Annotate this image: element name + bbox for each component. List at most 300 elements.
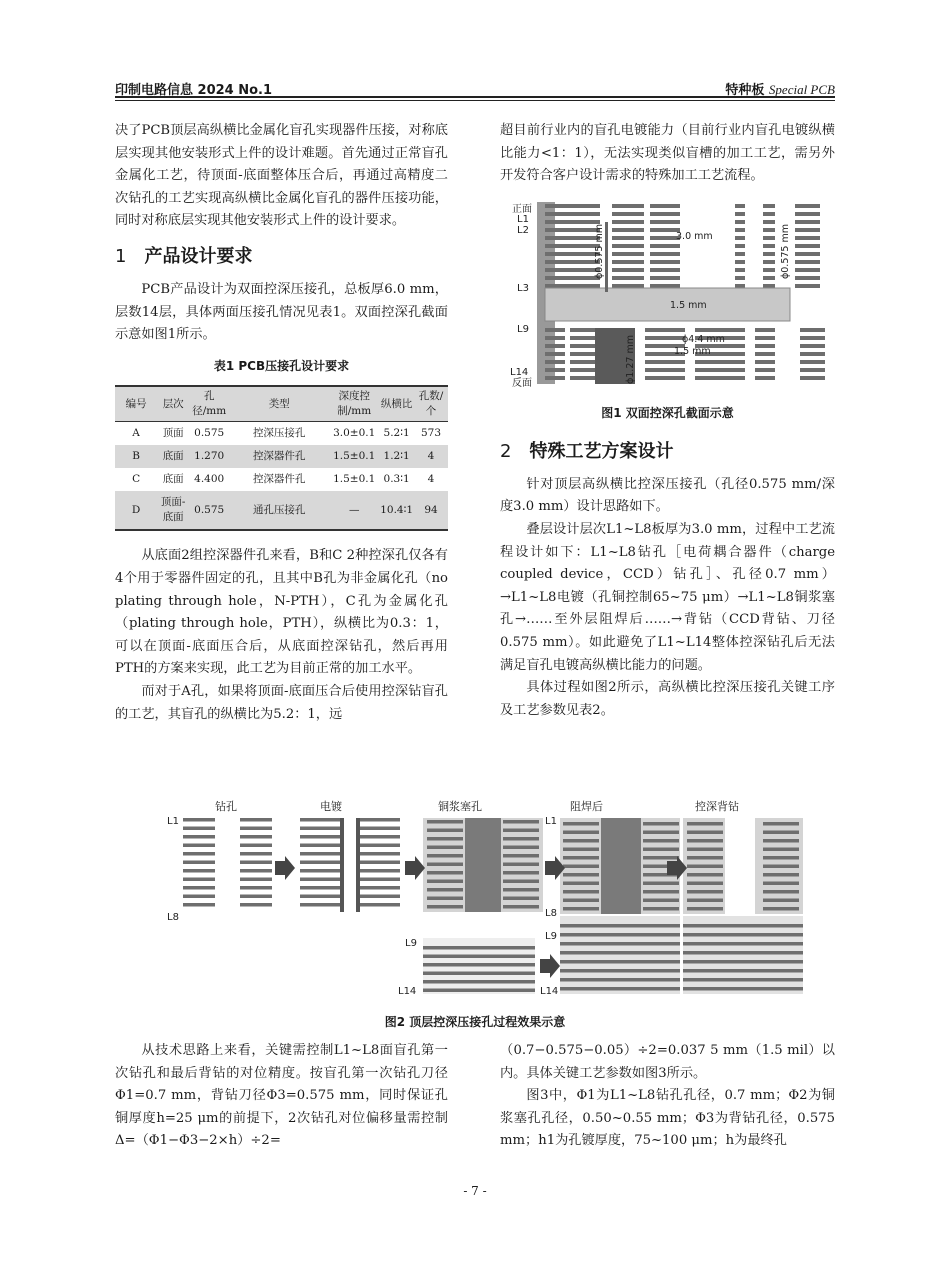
layer-line bbox=[503, 820, 539, 824]
layer-line bbox=[795, 268, 820, 272]
layer-line bbox=[612, 236, 644, 240]
layer-line bbox=[183, 903, 215, 907]
layer-line bbox=[183, 869, 215, 873]
layer-line bbox=[183, 878, 215, 882]
layer-line bbox=[545, 236, 600, 240]
layer-line bbox=[427, 880, 463, 884]
layer-line bbox=[695, 360, 745, 364]
layer-line bbox=[795, 284, 820, 288]
cell: 10.4∶1 bbox=[379, 491, 414, 530]
layer-line bbox=[240, 903, 272, 907]
label-l8: L8 bbox=[167, 912, 179, 923]
layer-line bbox=[683, 951, 803, 955]
layer-line bbox=[563, 839, 599, 843]
cell: 0.575 bbox=[189, 491, 229, 530]
layer-line bbox=[240, 861, 272, 865]
dim-bottom-hole: ϕ1.27 mm bbox=[625, 334, 636, 384]
cell: 控深压接孔 bbox=[252, 427, 306, 440]
paragraph: PCB产品设计为双面控深压接孔，总板厚6.0 mm，层数14层，具体两面压接孔情况见表1。双面控深孔截面示意如图1所示。 bbox=[115, 281, 448, 343]
dim-depth: 3.0 mm bbox=[676, 230, 713, 242]
layer-line bbox=[687, 882, 723, 886]
table-row bbox=[115, 422, 448, 446]
layer-line bbox=[240, 818, 272, 822]
layer-line bbox=[763, 865, 799, 869]
layer-line bbox=[427, 863, 463, 867]
layer-line bbox=[612, 252, 644, 256]
layer-line bbox=[795, 228, 820, 232]
layer-line bbox=[643, 882, 679, 886]
layer-line bbox=[563, 873, 599, 877]
section-2-heading bbox=[500, 440, 835, 464]
journal-title: 印制电路信息 2024 No.1 bbox=[115, 83, 273, 98]
layer-line bbox=[755, 376, 775, 380]
layer-line bbox=[545, 360, 565, 364]
layer-line bbox=[240, 835, 272, 839]
layer-line bbox=[423, 946, 535, 950]
design-table bbox=[115, 385, 448, 531]
label-l1-b: L1 bbox=[545, 816, 557, 827]
col-header: 编号 bbox=[115, 386, 157, 422]
layer-line bbox=[503, 837, 539, 841]
layer-line bbox=[240, 827, 272, 831]
layer-line bbox=[687, 848, 723, 852]
layer-line bbox=[360, 878, 400, 882]
layer-line bbox=[545, 276, 600, 280]
layer-line bbox=[687, 831, 723, 835]
layer-line bbox=[687, 890, 723, 894]
cell: 1.5±0.1 bbox=[329, 445, 379, 468]
label-l9: L9 bbox=[405, 938, 417, 949]
step-plating: 电镀 bbox=[320, 800, 342, 813]
layer-line bbox=[183, 852, 215, 856]
col-header: 层次 bbox=[157, 386, 189, 422]
cell: 1.2∶1 bbox=[379, 445, 414, 468]
layer-line bbox=[360, 895, 400, 899]
table-row bbox=[115, 468, 448, 491]
section-1-heading bbox=[115, 245, 448, 269]
layer-line bbox=[763, 831, 799, 835]
cell: 控深器件孔 bbox=[252, 473, 306, 486]
layer-line bbox=[503, 829, 539, 833]
layer-line bbox=[683, 960, 803, 964]
bottom-panel bbox=[560, 916, 680, 994]
layer-line bbox=[683, 978, 803, 982]
cell: 3.0±0.1 bbox=[333, 427, 376, 440]
layer-line bbox=[545, 228, 600, 232]
layer-line bbox=[427, 846, 463, 850]
layer-line bbox=[560, 951, 680, 955]
layer-line bbox=[687, 873, 723, 877]
dim-bottom-depth: 1.5 mm bbox=[674, 345, 711, 357]
layer-line bbox=[570, 352, 595, 356]
layer-line bbox=[763, 890, 799, 894]
layer-line bbox=[183, 818, 215, 822]
layer-line bbox=[612, 228, 644, 232]
layer-line bbox=[240, 878, 272, 882]
paragraph: 针对顶层高纵横比控深压接孔（孔径0.575 mm/深度3.0 mm）设计思路如下。 bbox=[500, 476, 835, 515]
layer-line bbox=[687, 899, 723, 903]
layer-line bbox=[683, 987, 803, 991]
cell: 顶面-底面 bbox=[157, 491, 189, 530]
layer-line bbox=[800, 352, 825, 356]
layer-line bbox=[795, 260, 820, 264]
layer-line bbox=[360, 886, 400, 890]
process-diagram bbox=[115, 798, 835, 1003]
layer-line bbox=[695, 328, 745, 332]
layer-line bbox=[503, 846, 539, 850]
layer-line bbox=[300, 878, 340, 882]
layer-line bbox=[645, 368, 685, 372]
layer-line bbox=[687, 839, 723, 843]
process-arrow bbox=[275, 856, 295, 880]
col-header: 孔径/mm bbox=[189, 386, 229, 422]
layer-line bbox=[563, 865, 599, 869]
label-l1: L1 bbox=[167, 816, 179, 827]
section-title: 产品设计要求 bbox=[144, 245, 253, 267]
layer-line bbox=[755, 328, 775, 332]
col-header: 孔数/个 bbox=[414, 386, 448, 422]
layer-line bbox=[763, 822, 799, 826]
layer-line bbox=[795, 236, 820, 240]
layer-line bbox=[570, 360, 595, 364]
layer-line bbox=[795, 252, 820, 256]
layer-line bbox=[560, 960, 680, 964]
left-column bbox=[115, 120, 448, 726]
layer-line bbox=[763, 882, 799, 886]
layer-line bbox=[427, 837, 463, 841]
layer-line bbox=[300, 886, 340, 890]
layer-line bbox=[503, 880, 539, 884]
layer-line bbox=[300, 827, 340, 831]
header-rule-thin bbox=[115, 100, 835, 101]
cell: 顶面 bbox=[162, 427, 184, 440]
paragraph: （0.7−0.575−0.05）÷2=0.037 5 mm（1.5 mil）以内。具体关键工艺参数如图3所示。 bbox=[500, 1043, 835, 1081]
copper-plug bbox=[465, 818, 501, 912]
layer-line bbox=[545, 252, 600, 256]
layer-line bbox=[240, 844, 272, 848]
layer-line bbox=[545, 244, 600, 248]
layer-line bbox=[563, 890, 599, 894]
cell: A bbox=[132, 427, 140, 440]
layer-line bbox=[423, 963, 535, 967]
col-header: 纵横比 bbox=[379, 386, 414, 422]
layer-line bbox=[503, 854, 539, 858]
layer-line bbox=[183, 895, 215, 899]
cell: 94 bbox=[414, 491, 448, 530]
layer-line bbox=[643, 848, 679, 852]
page-number: - 7 - bbox=[463, 1184, 487, 1198]
layer-line bbox=[683, 933, 803, 937]
layer-line bbox=[800, 344, 825, 348]
layer-line bbox=[300, 903, 340, 907]
layer-line bbox=[563, 848, 599, 852]
layer-line bbox=[560, 924, 680, 928]
layer-line bbox=[612, 220, 644, 224]
table-caption: 表1 PCB压接孔设计要求 bbox=[213, 358, 350, 373]
layer-line bbox=[183, 844, 215, 848]
layer-line bbox=[795, 220, 820, 224]
layer-line bbox=[300, 852, 340, 856]
layer-line bbox=[650, 244, 680, 248]
layer-line bbox=[423, 980, 535, 984]
layer-line bbox=[570, 376, 595, 380]
layer-line bbox=[360, 861, 400, 865]
section-cn: 特种板 bbox=[725, 83, 765, 98]
layer-line bbox=[800, 336, 825, 340]
layer-line bbox=[427, 820, 463, 824]
layer-line bbox=[240, 895, 272, 899]
label-l9: L9 bbox=[517, 323, 529, 335]
section-number: 2 bbox=[500, 440, 512, 462]
bottom-left-column bbox=[115, 1040, 448, 1153]
layer-line bbox=[545, 344, 565, 348]
table-header-row bbox=[115, 386, 448, 422]
layer-line bbox=[795, 276, 820, 280]
table-row bbox=[115, 445, 448, 468]
section-number: 1 bbox=[115, 245, 127, 267]
layer-line bbox=[503, 897, 539, 901]
layer-line bbox=[755, 336, 775, 340]
layer-line bbox=[503, 905, 539, 909]
layer-line bbox=[643, 890, 679, 894]
col-header: 类型 bbox=[229, 386, 329, 422]
layer-line bbox=[560, 942, 680, 946]
step-drill: 钻孔 bbox=[215, 800, 237, 813]
layer-line bbox=[570, 336, 595, 340]
layer-line bbox=[755, 368, 775, 372]
cell: 4.400 bbox=[194, 473, 225, 486]
label-l8-b: L8 bbox=[545, 908, 557, 919]
layer-line bbox=[612, 244, 644, 248]
layer-line bbox=[427, 888, 463, 892]
layer-line bbox=[300, 835, 340, 839]
figure-1 bbox=[500, 194, 835, 428]
layer-line bbox=[503, 871, 539, 875]
copper-plug bbox=[601, 818, 641, 914]
paragraph: 超目前行业内的盲孔电镀能力（目前行业内盲孔电镀纵横比能力<1：1），无法实现类似盲槽的加工工艺，需另外开发符合客户设计需求的特殊加工工艺流程。 bbox=[500, 123, 835, 184]
layer-line bbox=[545, 260, 600, 264]
layer-line bbox=[612, 212, 644, 216]
step-solder-mask: 阻焊后 bbox=[570, 800, 603, 813]
layer-line bbox=[645, 360, 685, 364]
layer-line bbox=[800, 360, 825, 364]
paragraph: 从技术思路上来看，关键需控制L1~L8面盲孔第一次钻孔和最后背钻的对位精度。按盲孔第一次钻孔刀径Φ1=0.7 mm，背钻刀径Φ3=0.575 mm，同时保证孔铜厚度h=25 μm的前提下，2次钻孔对位偏移量需控制Δ=（Φ1−Φ3−2×h）÷2= bbox=[115, 1043, 448, 1149]
dim-hole-top: ϕ0.575 mm bbox=[594, 223, 605, 279]
cell: 1.5±0.1 bbox=[333, 473, 376, 486]
layer-line bbox=[687, 856, 723, 860]
layer-line bbox=[683, 924, 803, 928]
layer-line bbox=[183, 835, 215, 839]
running-header bbox=[115, 75, 835, 97]
dim-large-hole: ϕ4.4 mm bbox=[682, 333, 725, 345]
figure-1-caption: 图1 双面控深孔截面示意 bbox=[601, 406, 734, 421]
layer-line bbox=[645, 376, 685, 380]
cell: 573 bbox=[420, 427, 442, 440]
cell: 0.575 bbox=[194, 427, 225, 440]
label-l1: L1 bbox=[517, 213, 529, 225]
layer-line bbox=[763, 856, 799, 860]
label-l2: L2 bbox=[517, 224, 529, 236]
layer-line bbox=[563, 882, 599, 886]
hole-gap bbox=[745, 204, 763, 288]
layer-line bbox=[645, 336, 685, 340]
cell: D bbox=[115, 491, 157, 530]
layer-line bbox=[612, 284, 644, 288]
layer-line bbox=[545, 336, 565, 340]
layer-line bbox=[755, 360, 775, 364]
layer-line bbox=[427, 829, 463, 833]
bottom-panel bbox=[683, 916, 803, 994]
figure-2 bbox=[115, 798, 835, 1030]
layer-line bbox=[423, 972, 535, 976]
bottom-right-column bbox=[500, 1040, 835, 1153]
layer-line bbox=[545, 204, 600, 208]
step-paste-plug: 铜浆塞孔 bbox=[438, 800, 482, 813]
layer-line bbox=[545, 220, 600, 224]
layer-line bbox=[427, 871, 463, 875]
label-top: 正面 bbox=[512, 203, 532, 215]
layer-line bbox=[612, 268, 644, 272]
layer-line bbox=[545, 368, 565, 372]
layer-line bbox=[683, 942, 803, 946]
layer-line bbox=[300, 844, 340, 848]
layer-line bbox=[695, 368, 745, 372]
col-header: 深度控制/mm bbox=[329, 386, 379, 422]
layer-line bbox=[650, 220, 680, 224]
section-title: 特殊工艺方案设计 bbox=[529, 440, 674, 462]
paragraph: 图3中，Φ1为L1~L8钻孔孔径，0.7 mm；Φ2为铜浆塞孔孔径，0.50~0.55 mm；Φ3为背钻孔径，0.575 mm；h1为孔镀厚度，75~100 μm；h为最终孔 bbox=[500, 1088, 835, 1149]
layer-line bbox=[643, 839, 679, 843]
process-arrow bbox=[540, 954, 560, 978]
layer-line bbox=[650, 268, 680, 272]
cell: B bbox=[115, 445, 157, 468]
table-row bbox=[115, 491, 448, 530]
drilled-hole bbox=[725, 818, 755, 918]
layer-line bbox=[563, 907, 599, 911]
cell: 4 bbox=[414, 445, 448, 468]
layer-line bbox=[545, 268, 600, 272]
plating-wall bbox=[340, 818, 344, 912]
layer-line bbox=[643, 907, 679, 911]
layer-line bbox=[650, 276, 680, 280]
layer-line bbox=[687, 865, 723, 869]
layer-line bbox=[650, 284, 680, 288]
layer-line bbox=[300, 869, 340, 873]
layer-line bbox=[240, 852, 272, 856]
layer-line bbox=[687, 822, 723, 826]
layer-line bbox=[560, 969, 680, 973]
cell: 控深器件孔 bbox=[229, 445, 329, 468]
layer-line bbox=[563, 899, 599, 903]
layer-line bbox=[643, 899, 679, 903]
dim-hole-right: ϕ0.575 mm bbox=[780, 223, 791, 279]
cell: 通孔压接孔 bbox=[229, 491, 329, 530]
label-bottom: 反面 bbox=[512, 377, 532, 389]
layer-line bbox=[563, 822, 599, 826]
layer-line bbox=[360, 903, 400, 907]
layer-line bbox=[560, 978, 680, 982]
layer-line bbox=[795, 244, 820, 248]
cell: 底面 bbox=[157, 445, 189, 468]
layer-line bbox=[545, 376, 565, 380]
label-l14-b: L14 bbox=[540, 986, 559, 997]
cell: 底面 bbox=[162, 473, 184, 486]
layer-line bbox=[240, 886, 272, 890]
label-l14: L14 bbox=[510, 366, 529, 378]
layer-line bbox=[360, 869, 400, 873]
cell: 4 bbox=[427, 473, 435, 486]
layer-line bbox=[695, 376, 745, 380]
dim-middle: 1.5 mm bbox=[670, 299, 707, 311]
layer-line bbox=[360, 818, 400, 822]
layer-line bbox=[650, 212, 680, 216]
label-l14: L14 bbox=[398, 986, 417, 997]
layer-line bbox=[763, 907, 799, 911]
layer-line bbox=[423, 989, 535, 993]
layer-line bbox=[570, 344, 595, 348]
layer-line bbox=[183, 886, 215, 890]
layer-line bbox=[800, 328, 825, 332]
layer-line bbox=[755, 352, 775, 356]
paragraph: 具体过程如图2所示，高纵横比控深压接孔关键工序及工艺参数见表2。 bbox=[500, 680, 835, 718]
layer-line bbox=[763, 848, 799, 852]
process-arrow bbox=[405, 856, 425, 880]
layer-line bbox=[650, 204, 680, 208]
layer-line bbox=[755, 344, 775, 348]
layer-line bbox=[300, 818, 340, 822]
layer-line bbox=[545, 284, 600, 288]
cell: 1.270 bbox=[189, 445, 229, 468]
step-back-drill: 控深背钻 bbox=[695, 800, 739, 813]
layer-line bbox=[570, 328, 595, 332]
cell: C bbox=[132, 473, 141, 486]
layer-line bbox=[183, 861, 215, 865]
layer-line bbox=[612, 204, 644, 208]
layer-line bbox=[503, 863, 539, 867]
header-rule-thick bbox=[115, 96, 835, 98]
layer-line bbox=[795, 204, 820, 208]
section-en: Special PCB bbox=[768, 82, 835, 97]
layer-line bbox=[643, 856, 679, 860]
right-column bbox=[500, 120, 835, 722]
layer-line bbox=[560, 933, 680, 937]
layer-line bbox=[763, 839, 799, 843]
layer-line bbox=[240, 869, 272, 873]
layer-line bbox=[427, 854, 463, 858]
cell: 5.2∶1 bbox=[383, 427, 410, 440]
layer-line bbox=[800, 368, 825, 372]
layer-line bbox=[360, 852, 400, 856]
cell: 0.3∶1 bbox=[383, 473, 410, 486]
layer-line bbox=[545, 212, 600, 216]
layer-line bbox=[643, 831, 679, 835]
layer-line bbox=[360, 827, 400, 831]
layer-line bbox=[360, 844, 400, 848]
layer-line bbox=[612, 276, 644, 280]
layer-line bbox=[423, 955, 535, 959]
cross-section-diagram bbox=[500, 194, 835, 394]
layer-line bbox=[795, 212, 820, 216]
layer-line bbox=[650, 260, 680, 264]
layer-line bbox=[650, 252, 680, 256]
figure-2-caption: 图2 顶层控深压接孔过程效果示意 bbox=[384, 1015, 566, 1029]
plating-wall bbox=[356, 818, 360, 912]
layer-line bbox=[687, 907, 723, 911]
layer-line bbox=[563, 856, 599, 860]
layer-line bbox=[183, 827, 215, 831]
paragraph: 叠层设计层次L1~L8板厚为3.0 mm，过程中工艺流程设计如下：L1~L8钻孔［电荷耦合器件（charge coupled device，CCD）钻孔］、孔径0.7 mm）→L1~L8电镀（孔铜控制65~75 μm）→L1~L8铜浆塞孔→……至外层阻焊后……→背钻（CCD背钻、刀径0.575 mm）。如此避免了L1~L14整体控深钻孔后无法满足盲孔电镀高纵横比能力的问题。 bbox=[500, 521, 835, 673]
layer-line bbox=[503, 888, 539, 892]
